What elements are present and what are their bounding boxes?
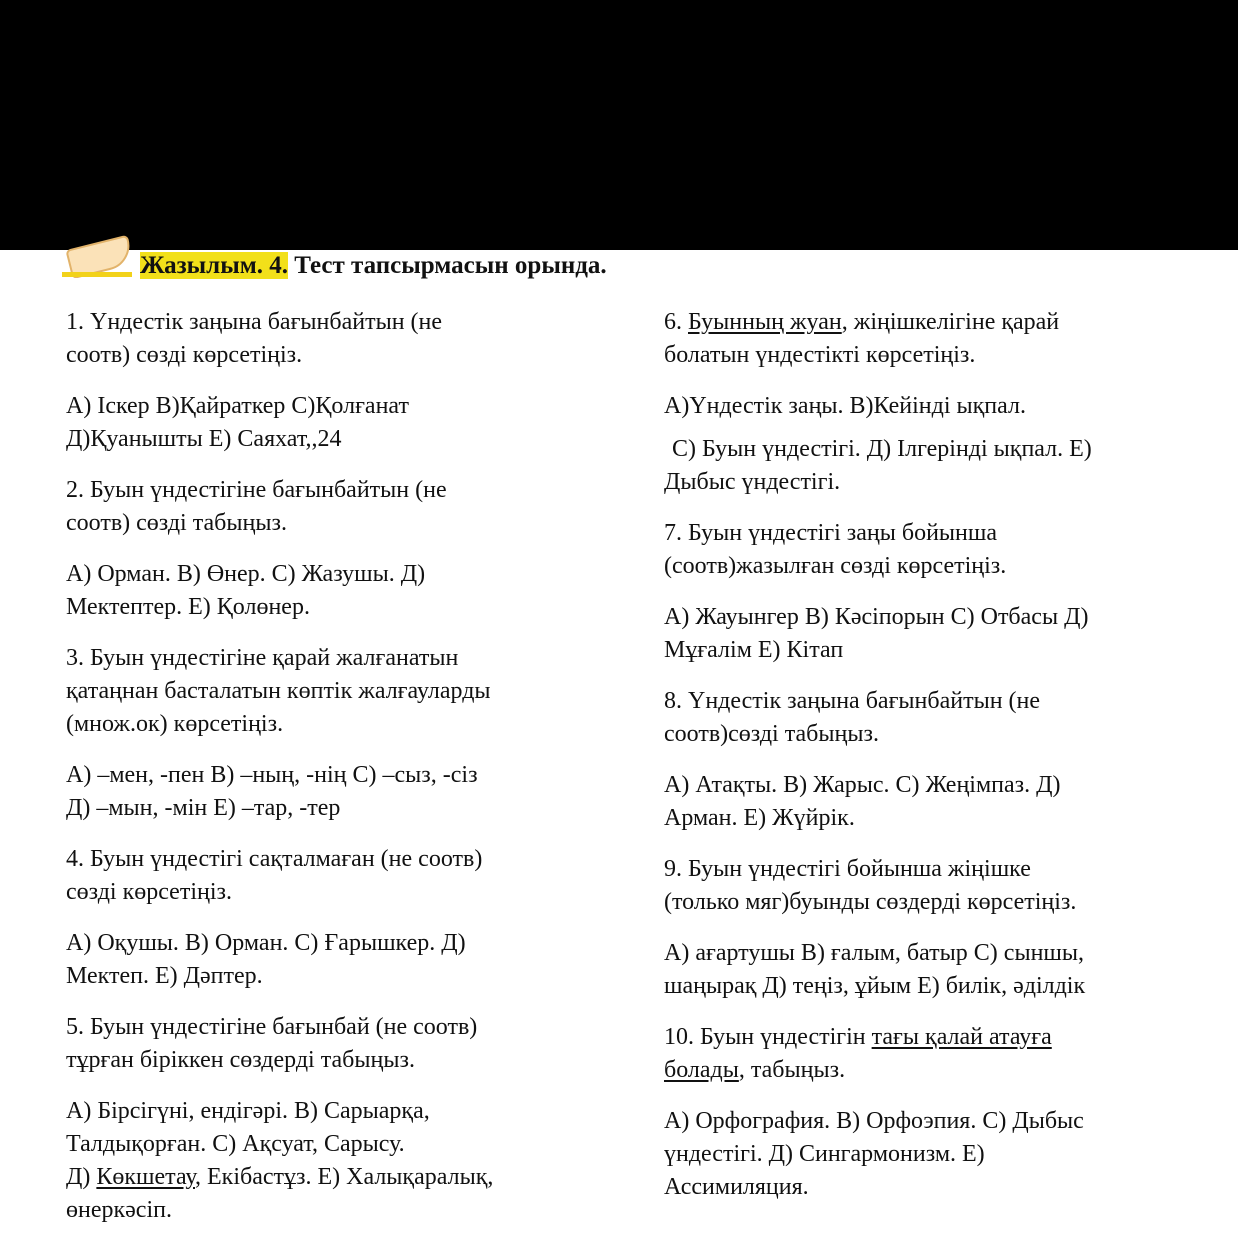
question-2: 2. Буын үндестігіне бағынбайтын (не соотв) сөзді табыңыз. <box>66 477 447 536</box>
page-title <box>140 252 607 280</box>
answers-8: А) Атақты. В) Жарыс. С) Жеңімпаз. Д) Арман. Е) Жүйрік. <box>664 772 1061 831</box>
left-column <box>66 306 606 1245</box>
answers-2: А) Орман. В) Өнер. С) Жазушы. Д) Мектептер. Е) Қолөнер. <box>66 561 426 620</box>
question-3: 3. Буын үндестігіне қарай жалғанатын қатаңнан басталатын көптік жалғауларды (множ.ок) көрсетіңіз. <box>66 645 491 737</box>
question-5: 5. Буын үндестігіне бағынбай (не соотв) тұрған біріккен сөздерді табыңыз. <box>66 1014 478 1073</box>
black-top-bar <box>0 0 1238 250</box>
question-1: 1. Үндестік заңына бағынбайтын (не соотв) сөзді көрсетіңіз. <box>66 309 443 368</box>
title-highlight: Жазылым. 4. <box>140 252 288 279</box>
right-column <box>664 306 1204 1222</box>
book-icon <box>58 232 132 278</box>
question-7: 7. Буын үндестігі заңы бойынша (соотв)жазылған сөзді көрсетіңіз. <box>664 520 1007 579</box>
answers-4: А) Оқушы. В) Орман. С) Ғарышкер. Д) Мектеп. Е) Дәптер. <box>66 930 466 989</box>
answers-3: А) –мен, -пен В) –ның, -нің С) –сыз, -сіз Д) –мын, -мін Е) –тар, -тер <box>66 762 478 821</box>
question-8: 8. Үндестік заңына бағынбайтын (не соотв)сөзді табыңыз. <box>664 688 1041 747</box>
question-4: 4. Буын үндестігі сақталмаған (не соотв) сөзді көрсетіңіз. <box>66 846 483 905</box>
answers-6-a: А)Үндестік заңы. В)Кейінді ықпал. <box>664 393 1026 419</box>
answers-1: А) Іскер В)Қайраткер С)Қолғанат Д)Қуанышты Е) Саяхат,,24 <box>66 393 409 452</box>
answers-7: А) Жауынгер В) Кәсіпорын С) Отбасы Д) Мұғалім Е) Кітап <box>664 604 1089 663</box>
question-9: 9. Буын үндестігі бойынша жіңішке (только мяг)буынды сөздерді көрсетіңіз. <box>664 856 1077 915</box>
answers-6-b: С) Буын үндестігі. Д) Ілгерінді ықпал. Е) Дыбыс үндестігі. <box>664 436 1092 495</box>
question-10: 10. Буын үндестігін тағы қалай атауға болады, табыңыз. <box>664 1024 1052 1083</box>
question-6: 6. Буынның жуан, жіңішкелігіне қарай болатын үндестікті көрсетіңіз. <box>664 309 1060 368</box>
answers-5: А) Бірсігүні, ендігәрі. В) Сарыарқа, Талдықорған. С) Ақсуат, Сарысу. Д) Көкшетау, Екібастұз. Е) Халықаралық, өнеркәсіп. <box>66 1098 494 1223</box>
answers-9: А) ағартушы В) ғалым, батыр С) сыншы, шаңырақ Д) теңіз, ұйым Е) билік, әділдік <box>664 940 1086 999</box>
answers-10: А) Орфография. В) Орфоэпия. С) Дыбыс үндестігі. Д) Сингармонизм. Е) Ассимиляция. <box>664 1108 1084 1200</box>
title-text: Тест тапсырмасын орында. <box>288 252 607 279</box>
